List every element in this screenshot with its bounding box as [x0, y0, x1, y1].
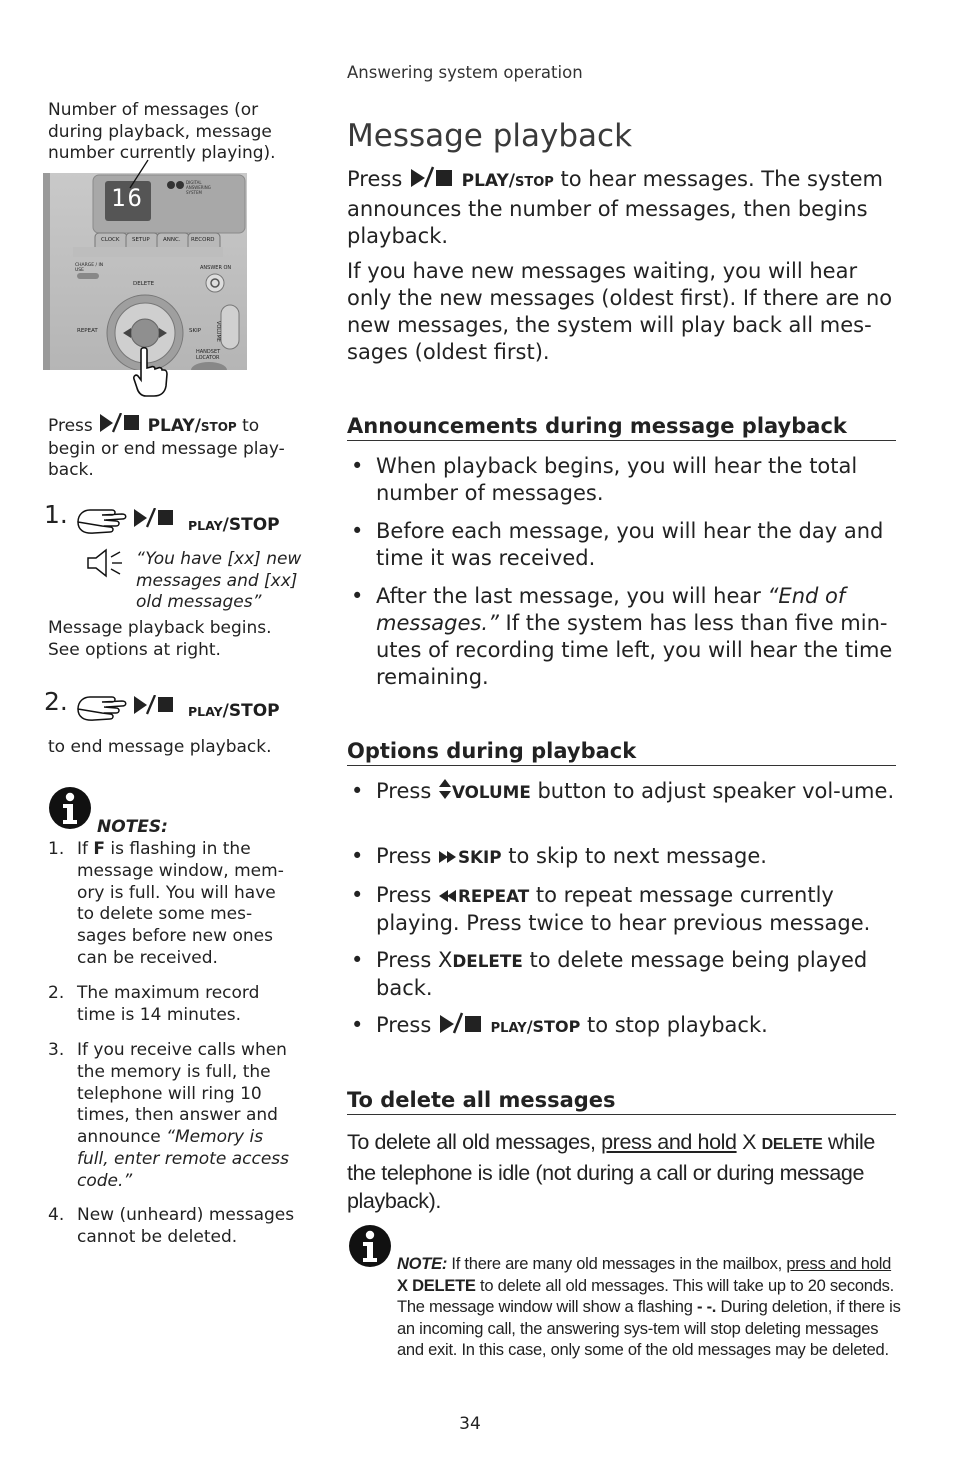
step-1-number: 1. [44, 500, 68, 529]
display-caption: Number of messages (or during playback, message number currently playing). [48, 100, 276, 163]
delete-all-paragraph: To delete all old messages, press and hold X DELETE while the telephone is idle (not during a call or during message playback). [347, 1130, 875, 1213]
step-2-number: 2. [44, 687, 68, 716]
delete-label: DELETE [133, 281, 155, 287]
play-stop-icon [132, 508, 176, 528]
info-icon [348, 1224, 392, 1268]
step-1 [44, 500, 304, 540]
announcement-bullet-2: • Before each message, you will hear the day and time it was received. [347, 518, 897, 572]
hand-pointer-icon [128, 346, 170, 400]
brand-line-1: DIGITAL [186, 180, 202, 185]
option-volume: • Press VOLUME button to adjust speaker vol-ume. [347, 778, 897, 806]
repeat-icon [438, 888, 458, 904]
step-1-key: PLAY/STOP [188, 515, 280, 535]
options-heading: Options during playback [347, 739, 896, 766]
handset-label: HANDSET [196, 349, 221, 355]
intro-paragraph-2: If you have new messages waiting, you will hear only the new messages (oldest first). If there are no new messages, the system will play back all mes-sages (oldest first). [347, 259, 893, 364]
announcements-heading: Announcements during message playback [347, 414, 896, 441]
answering-machine-illustration [43, 173, 247, 370]
play-stop-icon [132, 695, 176, 715]
delete-x-icon: X [437, 948, 453, 972]
record-button[interactable]: RECORD [191, 237, 215, 243]
end-playback-text: to end message playback. [48, 737, 272, 757]
option-stop: • Press PLAY/STOP to stop playback. [347, 1012, 897, 1042]
play-stop-icon [409, 166, 455, 188]
option-skip: • Press SKIP to skip to next message. [347, 843, 897, 871]
play-stop-icon [438, 1012, 484, 1034]
option-repeat: • Press REPEAT to repeat message currently playing. Press twice to hear previous message. [347, 882, 897, 937]
page-title: Message playback [347, 118, 633, 154]
answer-on-label: ANSWER ON [200, 265, 232, 271]
intro-paragraph-1: Press PLAY/STOP to hear messages. The system announces the number of messages, then begins playback. [347, 167, 883, 248]
announcement-bullet-1: • When playback begins, you will hear the total number of messages. [347, 453, 897, 507]
pointer-line [122, 158, 152, 194]
option-delete: • Press XDELETE to delete message being played back. [347, 947, 897, 1002]
running-head: Answering system operation [347, 63, 583, 82]
skip-label: SKIP [189, 328, 202, 334]
speaker-icon [86, 548, 124, 578]
info-icon [48, 786, 92, 830]
note-3: 3. If you receive calls when the memory is full, the telephone will ring 10 times, then answer and announce “Memory is full, enter remote access code.” [48, 1040, 289, 1191]
play-stop-icon [98, 413, 142, 433]
notes-label: NOTES: [97, 817, 168, 837]
finger-press-icon [76, 504, 132, 538]
finger-press-icon [76, 691, 132, 725]
skip-icon [438, 849, 458, 865]
brand-line-2: ANSWERING [186, 185, 211, 190]
step-2 [44, 687, 304, 727]
clock-button[interactable]: CLOCK [101, 237, 120, 243]
bottom-note: NOTE: If there are many old messages in the mailbox, press and hold X DELETE to delete all old messages. This will take up to 20 seconds. The message window will show a flashing - -. During deletion, if there is an incoming call, the answering sys-tem will stop deleting messages and exit. In this case, only some of the old messages may be deleted. [397, 1255, 901, 1359]
charge-label: CHARGE / IN USE [75, 263, 104, 273]
repeat-label: REPEAT [77, 328, 98, 334]
announcement-quote: “You have [xx] new messages and [xx] old messages” [136, 549, 302, 612]
annc-button[interactable]: ANNC. [163, 237, 181, 243]
brand-line-3: SYSTEM [186, 190, 202, 195]
volume-label: VOLUME [215, 321, 221, 342]
message-count-display: 16 [111, 184, 144, 212]
page-number: 34 [459, 1414, 481, 1434]
setup-button[interactable]: SETUP [132, 237, 150, 243]
press-play-instruction: Press PLAY/STOP to begin or end message play-back. [48, 413, 298, 482]
note-4: 4. New (unheard) messages cannot be deleted. [48, 1205, 295, 1247]
volume-up-down-icon [438, 778, 452, 800]
playback-begins-text: Message playback begins. See options at right. [48, 618, 272, 660]
locator-label: LOCATOR [196, 355, 220, 361]
note-1: 1. If F is flashing in the message window, mem-ory is full. You will have to delete some mes-sages before new ones can be received. [48, 839, 284, 968]
delete-all-heading: To delete all messages [347, 1088, 896, 1115]
step-2-key: PLAY/STOP [188, 701, 280, 721]
note-2: 2. The maximum record time is 14 minutes. [48, 983, 260, 1025]
announcement-bullet-3: • After the last message, you will hear “End of messages.” If the system has less than five min-utes of recording time left, you will hear the time remaining. [347, 583, 897, 691]
